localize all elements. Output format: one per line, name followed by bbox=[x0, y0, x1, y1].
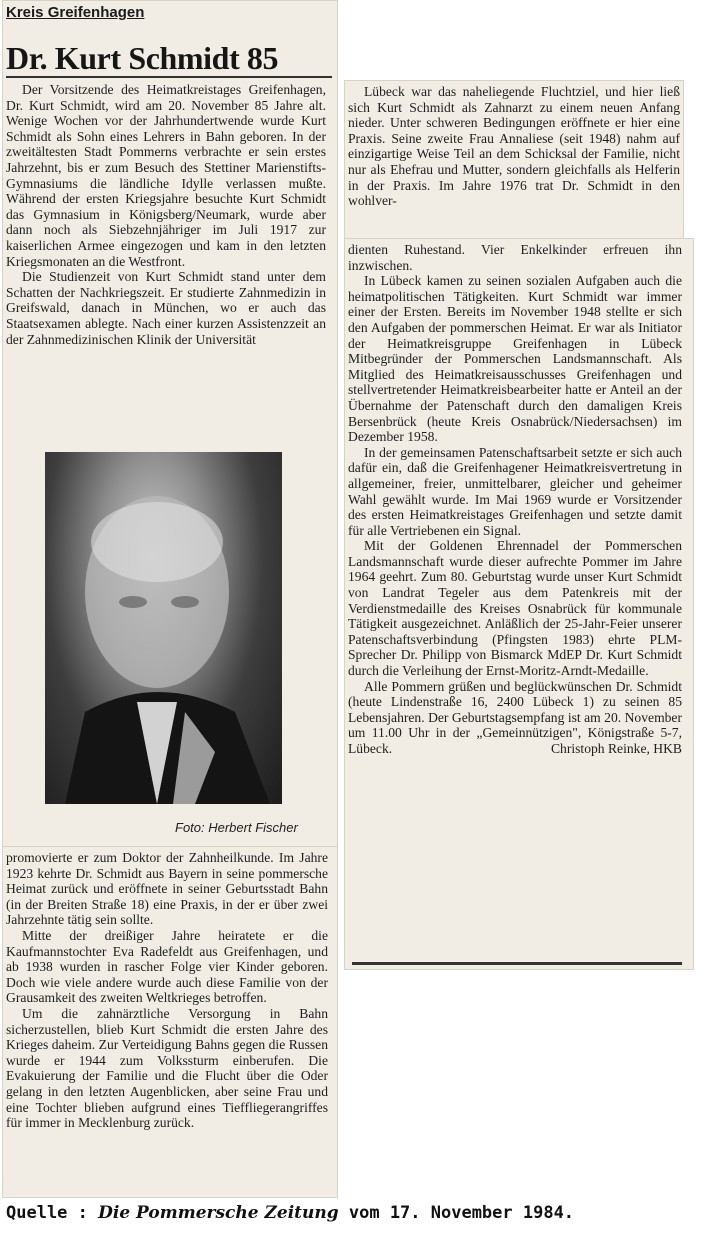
paragraph bbox=[348, 679, 682, 757]
closing-text: Alle Pommern grüßen und beglückwünschen Dr. Schmidt (heute Lindenstraße 16, 2400 Lübeck 1) zu seinen 85 Lebensjahren. Der Geburtstagsempfang ist am 20. November um 11.00 Uhr in der „Gemeinnützigen", Königstraße 5-7, Lübeck. bbox=[348, 678, 682, 756]
portrait-photo bbox=[45, 452, 282, 804]
col2-bottom bbox=[348, 242, 682, 960]
paragraph: dienten Ruhestand. Vier Enkelkinder erfreuen ihn inzwischen. bbox=[348, 242, 682, 273]
author-signature: Christoph Reinke, HKB bbox=[550, 741, 682, 756]
col2-top bbox=[348, 84, 680, 238]
paragraph: Die Studienzeit von Kurt Schmidt stand unter dem Schatten der Nachkriegszeit. Er studierte Zahnmedizin in Greifswald, danach in München, wo er auch das Staatsexamen ablegte. Nach einer kurzen Assistenzzeit an der Zahnmedizinischen Klinik der Universität bbox=[6, 269, 326, 347]
portrait-illustration bbox=[45, 452, 282, 804]
col1-top bbox=[6, 82, 326, 438]
paragraph: Lübeck war das naheliegende Fluchtziel, und hier ließ sich Kurt Schmidt als Zahnarzt zu einem neuen Anfang nieder. Unter schweren Bedingungen eröffnete er hier eine Praxis. Seine zweite Frau Annaliese (seit 1948) nahm auf einzigartige Weise Teil an dem Schicksal der Familie, nicht nur als Ehefrau und Mutter, sondern gleichfalls als Helferin in der Praxis. Im Jahre 1976 trat Dr. Schmidt in den wohlver- bbox=[348, 84, 680, 209]
source-publication: Die Pommersche Zeitung bbox=[98, 1203, 339, 1223]
paragraph: In der gemeinsamen Patenschaftsarbeit setzte er sich auch dafür ein, daß die Greifenhagener Heimatkreisvertretung in allgemeiner, freier, unmittelbarer, gleicher und geheimer Wahl gewählt wurde. Im Mai 1969 wurde er Vorsitzender des ersten Heimatkreistages Greifenhagen und setzte damit für alle Vertriebenen ein Signal. bbox=[348, 444, 682, 538]
paragraph: In Lübeck kamen zu seinen sozialen Aufgaben auch die heimatpolitischen Tätigkeiten. Kurt Schmidt war immer einer der Ersten. Bereits im November 1948 stellte er sich den Aufgaben der pommerschen Heimat. Er war als Initiator der Heimatkreisgruppe Greifenhagen in Lübeck Mitbegründer der Pommerschen Landsmannschaft. Als Mitglied des Heimatkreisausschusses Greifenhagen und stellvertretender Heimatkreisbearbeiter hatte er Anteil an der Übernahme der Patenschaft durch den damaligen Kreis Bersenbrück (heute Kreis Osnabrück/Niedersachsen) im Dezember 1958. bbox=[348, 273, 682, 445]
headline-rule bbox=[6, 76, 332, 78]
paragraph: Mitte der dreißiger Jahre heiratete er die Kaufmannstochter Eva Radefeldt aus Greifenhagen, und ab 1938 wurden in rascher Folge vier Kinder geboren. Doch wie viele andere wurde auch diese Familie von der Grausamkeit des zweiten Weltkrieges betroffen. bbox=[6, 927, 328, 1006]
article-end-rule bbox=[352, 962, 682, 965]
source-line bbox=[6, 1203, 574, 1223]
paragraph: promovierte er zum Doktor der Zahnheilkunde. Im Jahre 1923 kehrte Dr. Schmidt aus Bayern in seine pommersche Heimat zurück und eröffnete in seiner Geburtsstadt Bahn (in der Breiten Straße 18) eine Praxis, in der er über zwei Jahrzehnte tätig sein sollte. bbox=[6, 850, 328, 928]
paragraph: Mit der Goldenen Ehrennadel der Pommerschen Landsmannschaft wurde dieser aufrechte Pommer im Jahre 1964 geehrt. Zum 80. Geburtstag wurde unser Kurt Schmidt von Landrat Tegeler aus dem Patenkreis mit der Verdienstmedaille des Kreises Osnabrück für kommunale Tätigkeit ausgezeichnet. Anläßlich der 25-Jahr-Feier unserer Patenschaftsverbindung (Pfingsten 1983) ehrte PLM-Sprecher Dr. Philipp von Bismarck MdEP Dr. Kurt Schmidt durch die Verleihung der Ernst-Moritz-Arndt-Medaille. bbox=[348, 538, 682, 679]
paragraph: Um die zahnärztliche Versorgung in Bahn sicherzustellen, blieb Kurt Schmidt die ersten Jahre des Krieges daheim. Zur Verteidigung Bahns gegen die Russen wurde er 1944 zum Volkssturm einberufen. Die Evakuierung der Familie und die Flucht über die Oder gelang in den letzten Augenblicken, aber seine Frau und eine Tochter blieben aufgrund eines Tieffliegerangriffes für immer in Mecklenburg zurück. bbox=[6, 1005, 328, 1131]
source-prefix: Quelle : bbox=[6, 1203, 99, 1223]
paragraph: Der Vorsitzende des Heimatkreistages Greifenhagen, Dr. Kurt Schmidt, wird am 20. November 85 Jahre alt. Wenige Wochen vor der Jahrhundertwende wurde Kurt Schmidt als Sohn eines Lehrers in Bahn geboren. In der zweitältesten Stadt Pommerns verbrachte er sein erstes Jahrzehnt, bis er zum Besuch des Stettiner Marienstifts-Gymnasiums die ländliche Idylle verlassen mußte. Während der ersten Kriegsjahre besuchte Kurt Schmidt das Gymnasium in Königsberg/Neumark, wurde aber dann noch als Siebzehnjähriger im Juli 1917 zur kaiserlichen Armee eingezogen und kam in den letzten Kriegsmonaten an die Westfront. bbox=[6, 82, 326, 269]
source-suffix: vom 17. November 1984. bbox=[338, 1203, 575, 1223]
col1-bottom bbox=[6, 850, 328, 1196]
photo-caption: Foto: Herbert Fischer bbox=[175, 820, 298, 835]
headline: Dr. Kurt Schmidt 85 bbox=[6, 40, 279, 76]
kicker: Kreis Greifenhagen bbox=[6, 4, 145, 21]
